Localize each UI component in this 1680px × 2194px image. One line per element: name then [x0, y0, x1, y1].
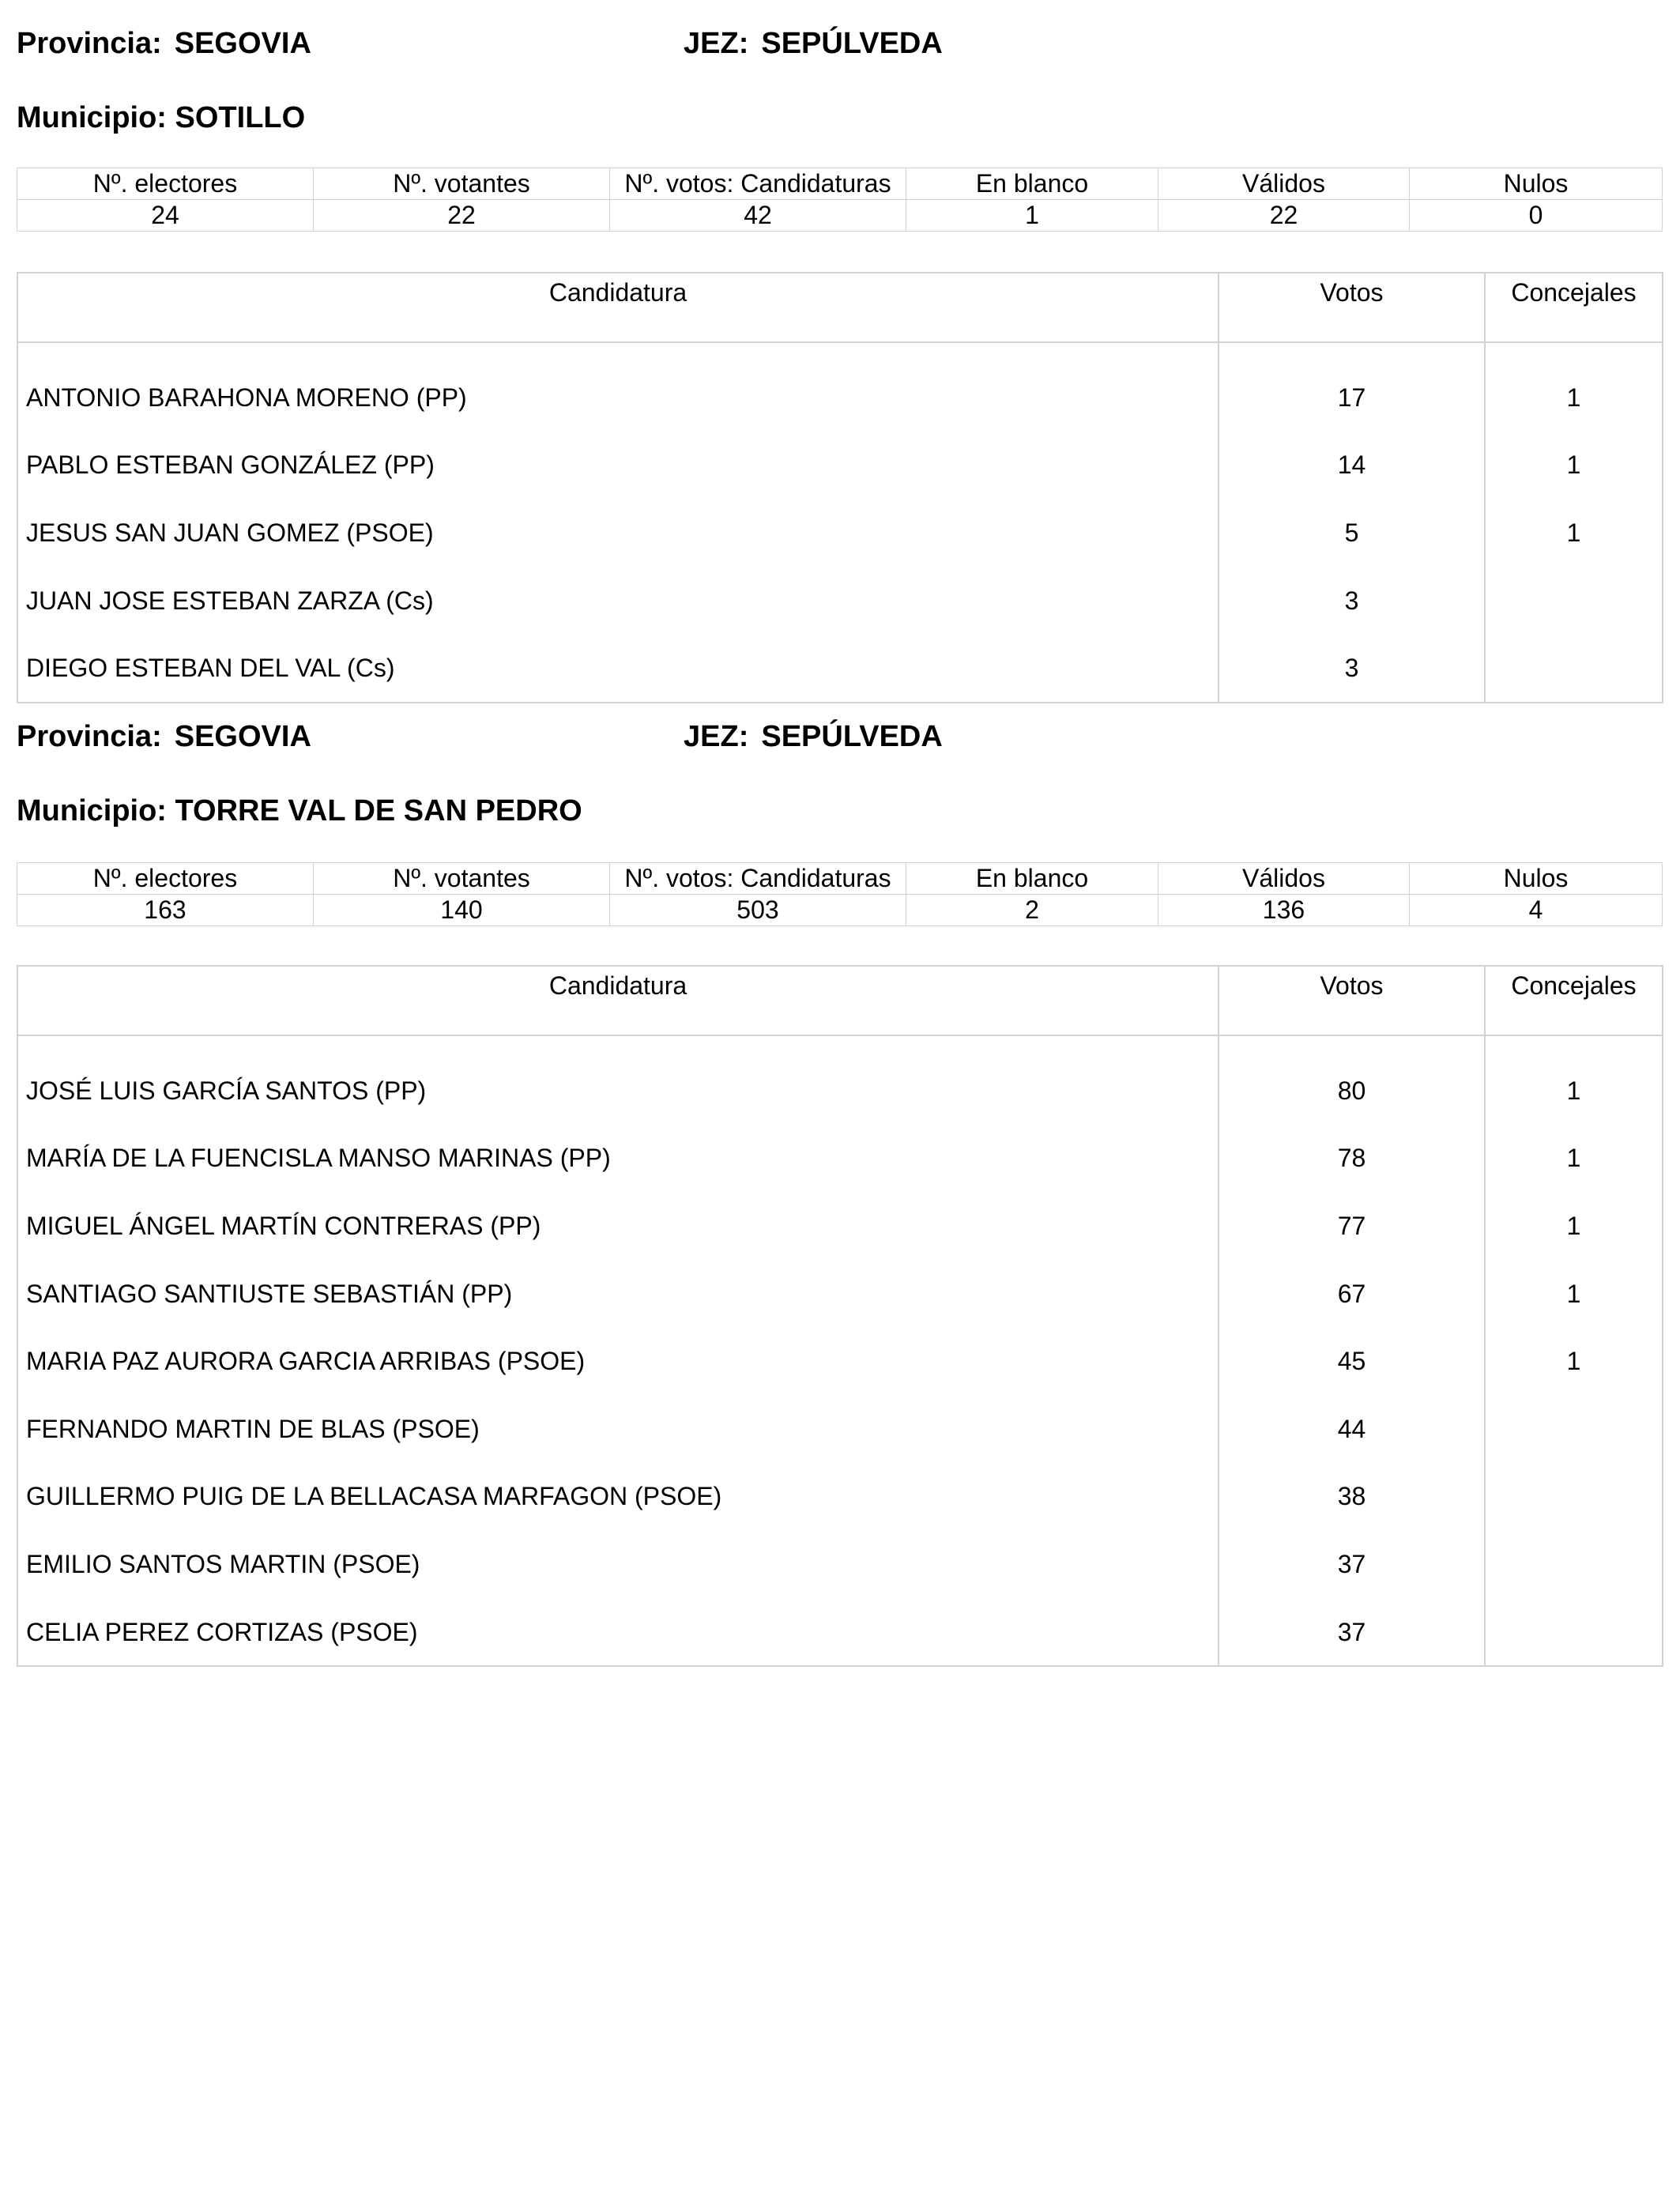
municipio-header: [17, 791, 582, 831]
header-en-blanco: En blanco: [906, 168, 1158, 200]
candidate-name: JOSÉ LUIS GARCÍA SANTOS (PP): [26, 1076, 427, 1105]
table-row: [17, 1530, 1663, 1598]
header-concejales: Concejales: [1485, 273, 1663, 342]
candidate-votes: 78: [1219, 1125, 1485, 1193]
header-nulos: Nulos: [1410, 168, 1663, 200]
candidate-name: MARIA PAZ AURORA GARCIA ARRIBAS (PSOE): [26, 1347, 586, 1376]
candidate-seats: 1: [1485, 1192, 1663, 1260]
header-validos: Válidos: [1158, 168, 1410, 200]
candidate-name: FERNANDO MARTIN DE BLAS (PSOE): [26, 1414, 480, 1443]
candidate-seats: [1485, 1395, 1663, 1463]
provincia-value: SEGOVIA: [174, 27, 311, 60]
candidate-seats: [1485, 1530, 1663, 1598]
header-en-blanco: En blanco: [906, 863, 1158, 895]
table-row: [17, 1598, 1663, 1667]
candidate-seats: [1485, 634, 1663, 703]
candidates-header-row: [17, 966, 1663, 1035]
candidate-seats: 1: [1485, 342, 1663, 432]
candidate-votes: 38: [1219, 1463, 1485, 1531]
value-validos: 22: [1158, 200, 1410, 232]
value-en-blanco: 2: [906, 895, 1158, 926]
summary-table: [17, 862, 1663, 926]
candidate-votes: 77: [1219, 1192, 1485, 1260]
value-en-blanco: 1: [906, 200, 1158, 232]
candidate-votes: 17: [1219, 342, 1485, 432]
table-row: [17, 499, 1663, 567]
header-electores: Nº. electores: [17, 863, 314, 895]
provincia-value: SEGOVIA: [174, 720, 311, 753]
jez-value: SEPÚLVEDA: [761, 27, 943, 60]
municipio-value: SOTILLO: [175, 101, 306, 134]
candidates-table: [17, 272, 1663, 703]
header-validos: Válidos: [1158, 863, 1410, 895]
header-votos: Votos: [1219, 273, 1485, 342]
summary-header-row: [17, 863, 1663, 895]
table-row: [17, 567, 1663, 635]
jez-header: [684, 24, 943, 63]
table-row: [17, 1192, 1663, 1260]
summary-table: [17, 168, 1663, 232]
candidate-seats: 1: [1485, 499, 1663, 567]
municipio-label: Municipio:: [17, 794, 167, 827]
candidates-header-row: [17, 273, 1663, 342]
candidates-table: [17, 965, 1663, 1667]
value-electores: 24: [17, 200, 314, 232]
municipio-label: Municipio:: [17, 101, 167, 134]
candidate-name: JUAN JOSE ESTEBAN ZARZA (Cs): [26, 586, 434, 615]
candidate-name: SANTIAGO SANTIUSTE SEBASTIÁN (PP): [26, 1279, 513, 1308]
municipio-value: TORRE VAL DE SAN PEDRO: [175, 794, 582, 827]
candidate-votes: 5: [1219, 499, 1485, 567]
table-row: [17, 432, 1663, 499]
candidate-votes: 14: [1219, 432, 1485, 499]
summary-value-row: [17, 895, 1663, 926]
candidate-votes: 45: [1219, 1327, 1485, 1395]
table-row: [17, 634, 1663, 703]
provincia-label: Provincia:: [17, 720, 162, 753]
header-votos-candidaturas: Nº. votos: Candidaturas: [610, 168, 906, 200]
table-row: [17, 1260, 1663, 1328]
value-nulos: 0: [1410, 200, 1663, 232]
provincia-header: [17, 717, 311, 756]
value-votos-candidaturas: 503: [610, 895, 906, 926]
candidate-seats: [1485, 1598, 1663, 1667]
jez-label: JEZ:: [684, 27, 749, 60]
candidate-name: MIGUEL ÁNGEL MARTÍN CONTRERAS (PP): [26, 1211, 541, 1240]
value-votos-candidaturas: 42: [610, 200, 906, 232]
table-row: [17, 1327, 1663, 1395]
summary-header-row: [17, 168, 1663, 200]
candidate-name: JESUS SAN JUAN GOMEZ (PSOE): [26, 518, 434, 547]
candidate-name: EMILIO SANTOS MARTIN (PSOE): [26, 1549, 420, 1578]
municipio-header: [17, 98, 305, 138]
provincia-label: Provincia:: [17, 27, 162, 60]
candidate-seats: 1: [1485, 1125, 1663, 1193]
value-nulos: 4: [1410, 895, 1663, 926]
value-validos: 136: [1158, 895, 1410, 926]
candidate-name: GUILLERMO PUIG DE LA BELLACASA MARFAGON (PSOE): [26, 1482, 722, 1511]
value-votantes: 140: [314, 895, 610, 926]
candidate-seats: 1: [1485, 1327, 1663, 1395]
value-electores: 163: [17, 895, 314, 926]
candidate-votes: 67: [1219, 1260, 1485, 1328]
jez-header: [684, 717, 943, 756]
header-votantes: Nº. votantes: [314, 863, 610, 895]
candidate-votes: 44: [1219, 1395, 1485, 1463]
summary-value-row: [17, 200, 1663, 232]
candidate-seats: [1485, 567, 1663, 635]
header-votos: Votos: [1219, 966, 1485, 1035]
candidate-name: MARÍA DE LA FUENCISLA MANSO MARINAS (PP): [26, 1144, 611, 1173]
value-votantes: 22: [314, 200, 610, 232]
candidate-seats: [1485, 1463, 1663, 1531]
candidate-name: PABLO ESTEBAN GONZÁLEZ (PP): [26, 450, 435, 480]
table-row: [17, 1463, 1663, 1531]
header-concejales: Concejales: [1485, 966, 1663, 1035]
header-nulos: Nulos: [1410, 863, 1663, 895]
candidate-seats: 1: [1485, 432, 1663, 499]
provincia-header: [17, 24, 311, 63]
candidate-votes: 37: [1219, 1598, 1485, 1667]
header-electores: Nº. electores: [17, 168, 314, 200]
candidate-votes: 3: [1219, 634, 1485, 703]
table-row: [17, 1035, 1663, 1125]
header-votantes: Nº. votantes: [314, 168, 610, 200]
candidate-name: CELIA PEREZ CORTIZAS (PSOE): [26, 1617, 418, 1646]
candidate-votes: 37: [1219, 1530, 1485, 1598]
header-candidatura: Candidatura: [17, 273, 1219, 342]
table-row: [17, 1395, 1663, 1463]
candidate-seats: 1: [1485, 1260, 1663, 1328]
jez-label: JEZ:: [684, 720, 749, 753]
jez-value: SEPÚLVEDA: [761, 720, 943, 753]
header-candidatura: Candidatura: [17, 966, 1219, 1035]
candidate-name: ANTONIO BARAHONA MORENO (PP): [26, 383, 467, 412]
header-votos-candidaturas: Nº. votos: Candidaturas: [610, 863, 906, 895]
candidate-name: DIEGO ESTEBAN DEL VAL (Cs): [26, 654, 395, 683]
candidate-votes: 80: [1219, 1035, 1485, 1125]
candidate-votes: 3: [1219, 567, 1485, 635]
table-row: [17, 342, 1663, 432]
table-row: [17, 1125, 1663, 1193]
candidate-seats: 1: [1485, 1035, 1663, 1125]
